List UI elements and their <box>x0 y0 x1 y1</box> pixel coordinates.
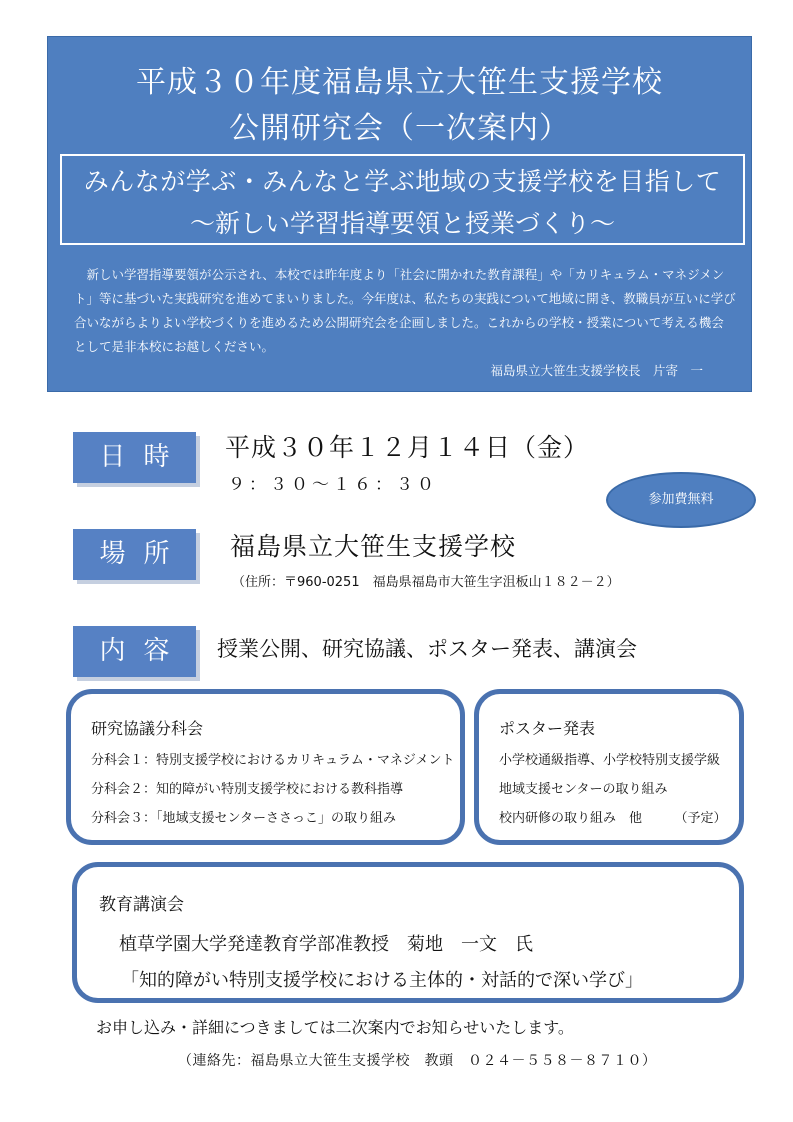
event-date: 平成３０年１２月１４日（金） <box>225 433 590 462</box>
sessions-heading: 研究協議分科会 <box>91 719 204 738</box>
lecture-heading: 教育講演会 <box>99 895 184 915</box>
principal-signature: 福島県立大笹生支援学校長 片寄 一 <box>490 363 703 378</box>
venue-label: 場所 <box>73 529 196 580</box>
sessions-box <box>66 689 465 845</box>
lecture-speaker: 植草学園大学発達教育学部准教授 菊地 一文 氏 <box>119 934 533 955</box>
lecture-box <box>72 862 744 1003</box>
contact-info: （連絡先：福島県立大笹生支援学校 教頭 ０２４－５５８－８７１０） <box>178 1053 657 1069</box>
poster-box <box>474 689 744 845</box>
subtitle-line-1: みんなが学ぶ・みんなと学ぶ地域の支援学校を目指して <box>83 167 722 196</box>
venue-address: （住所：〒960-0251 福島県福島市大笹生字沮板山１８２－２） <box>232 575 620 590</box>
application-notice: お申し込み・詳細につきましては二次案内でお知らせいたします。 <box>96 1018 574 1037</box>
date-label: 日時 <box>73 432 196 483</box>
subtitle-box <box>60 154 745 245</box>
lecture-topic: 「知的障がい特別支援学校における主体的・対話的で深い学び」 <box>121 970 643 991</box>
title-line-2: 公開研究会（一次案内） <box>229 111 570 146</box>
session-item: 分科会３：「地域支援センターささっこ」の取り組み <box>91 811 396 826</box>
intro-paragraph: 新しい学習指導要領が公示され、本校では昨年度より「社会に開かれた教育課程」や「カリキュラム・マネジメント」等に基づいた実践研究を進めてまいりました。今年度は、私たちの実践について地域に開き、教職員が互いに学び合いながらよりよい学校づくりを進めるため公開研究会を企画しました。これからの学校・授業について考える機会として是非本校にお越しください。 <box>74 267 736 354</box>
poster-item: 地域支援センターの取り組み <box>499 782 668 797</box>
poster-heading: ポスター発表 <box>499 719 596 738</box>
subtitle-line-2: ～新しい学習指導要領と授業づくり～ <box>189 209 615 238</box>
session-item: 分科会１：特別支援学校におけるカリキュラム・マネジメント <box>91 753 455 768</box>
session-item: 分科会２：知的障がい特別支援学校における教科指導 <box>91 782 404 797</box>
poster-item: 校内研修の取り組み 他 （予定） <box>499 811 727 826</box>
free-admission-badge: 参加費無料 <box>606 472 756 528</box>
title-line-1: 平成３０年度福島県立大笹生支援学校 <box>136 65 663 100</box>
header-banner <box>47 36 752 392</box>
content-summary: 授業公開、研究協議、ポスター発表、講演会 <box>217 637 637 661</box>
event-time: ９：３０～１６：３０ <box>228 475 438 495</box>
poster-item: 小学校通級指導、小学校特別支援学級 <box>499 753 721 768</box>
content-label: 内容 <box>73 626 196 677</box>
venue-name: 福島県立大笹生支援学校 <box>230 532 517 561</box>
